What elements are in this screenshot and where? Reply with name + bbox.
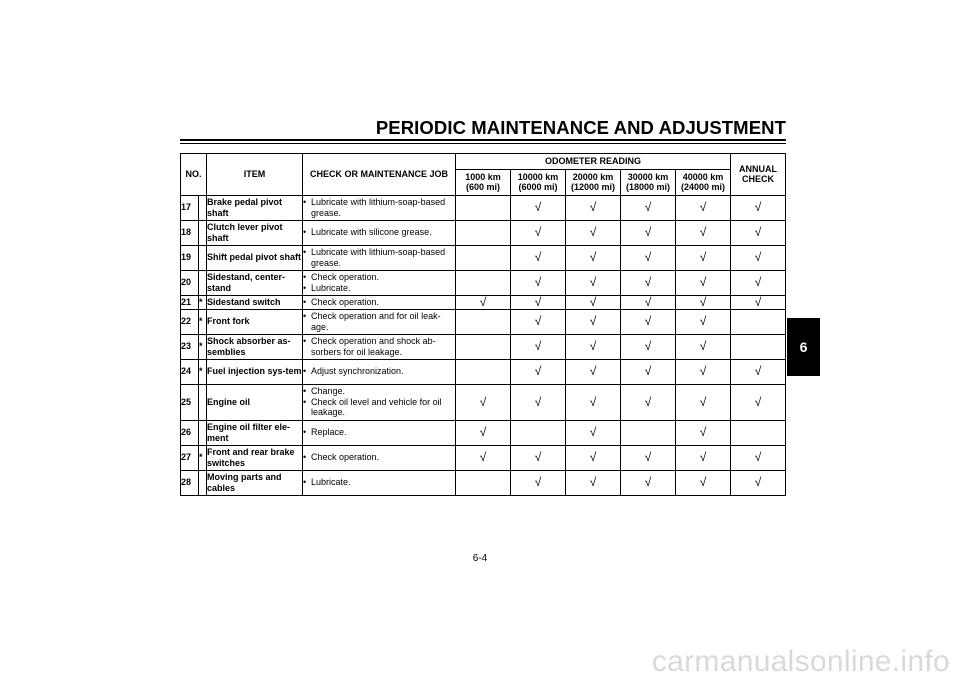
table-body: [181, 195, 786, 495]
check-cell: [731, 334, 786, 359]
watermark: carmanualsonline.info: [651, 645, 950, 678]
check-cell: √: [731, 359, 786, 384]
row-number: 22: [181, 309, 199, 334]
row-number: 25: [181, 384, 199, 420]
row-job: [303, 334, 456, 359]
header-interval-4: [676, 169, 731, 195]
interval-mi: (12000 mi): [571, 182, 616, 192]
check-cell: √: [731, 195, 786, 220]
check-cell: [621, 420, 676, 445]
interval-mi: (600 mi): [466, 182, 501, 192]
check-cell: √: [511, 445, 566, 470]
row-asterisk: *: [199, 359, 207, 384]
job-bullet-item: • Check operation.: [303, 297, 455, 308]
row-item: Sidestand, center-stand: [207, 270, 303, 295]
header-job: CHECK OR MAINTENANCE JOB: [303, 154, 456, 196]
check-cell: √: [676, 295, 731, 309]
table-row: [181, 295, 786, 309]
header-item: ITEM: [207, 154, 303, 196]
header-interval-1: [511, 169, 566, 195]
row-number: 20: [181, 270, 199, 295]
check-cell: √: [566, 270, 621, 295]
row-asterisk: *: [199, 309, 207, 334]
row-number: 17: [181, 195, 199, 220]
row-item: Engine oil filter ele-ment: [207, 420, 303, 445]
check-cell: √: [511, 295, 566, 309]
check-cell: √: [566, 309, 621, 334]
check-cell: [456, 195, 511, 220]
row-item: Engine oil: [207, 384, 303, 420]
row-number: 28: [181, 470, 199, 495]
maintenance-table: [180, 153, 786, 496]
title-rule-thin: [180, 143, 786, 144]
check-cell: √: [566, 245, 621, 270]
table-row: [181, 195, 786, 220]
check-cell: √: [511, 309, 566, 334]
check-cell: √: [511, 334, 566, 359]
check-cell: √: [566, 420, 621, 445]
check-cell: √: [621, 245, 676, 270]
check-cell: √: [676, 359, 731, 384]
check-cell: √: [511, 359, 566, 384]
interval-km: 40000 km: [682, 171, 724, 182]
check-cell: [731, 420, 786, 445]
check-cell: √: [676, 220, 731, 245]
table-row: [181, 309, 786, 334]
header-interval-2: [566, 169, 621, 195]
check-cell: √: [621, 309, 676, 334]
row-job: [303, 309, 456, 334]
check-cell: √: [511, 245, 566, 270]
row-job: [303, 445, 456, 470]
row-job: [303, 420, 456, 445]
check-cell: [456, 270, 511, 295]
header-row-1: [181, 154, 786, 170]
header-no: NO.: [181, 154, 207, 196]
check-cell: √: [676, 470, 731, 495]
row-number: 18: [181, 220, 199, 245]
row-item: Front and rear brake switches: [207, 445, 303, 470]
row-item: Brake pedal pivot shaft: [207, 195, 303, 220]
page-title: PERIODIC MAINTENANCE AND ADJUSTMENT: [375, 117, 786, 138]
check-cell: √: [511, 270, 566, 295]
check-cell: √: [456, 384, 511, 420]
check-cell: √: [511, 195, 566, 220]
check-cell: √: [731, 470, 786, 495]
check-cell: √: [566, 334, 621, 359]
check-cell: √: [621, 384, 676, 420]
check-cell: √: [456, 445, 511, 470]
job-bullet-item: • Lubricate with lithium-soap-based grease.: [303, 197, 455, 218]
header-odometer: ODOMETER READING: [456, 154, 731, 170]
check-cell: √: [676, 445, 731, 470]
table-row: [181, 270, 786, 295]
interval-km: 30000 km: [627, 171, 669, 182]
row-number: 23: [181, 334, 199, 359]
row-asterisk: [199, 420, 207, 445]
check-cell: √: [566, 384, 621, 420]
check-cell: [456, 359, 511, 384]
row-job: [303, 384, 456, 420]
job-bullet-item: • Change.: [303, 386, 455, 397]
check-cell: √: [621, 295, 676, 309]
table-row: [181, 220, 786, 245]
row-item: Moving parts and cables: [207, 470, 303, 495]
row-job: [303, 220, 456, 245]
check-cell: [456, 245, 511, 270]
check-cell: √: [566, 445, 621, 470]
row-number: 27: [181, 445, 199, 470]
interval-mi: (18000 mi): [626, 182, 671, 192]
row-number: 19: [181, 245, 199, 270]
check-cell: √: [676, 384, 731, 420]
check-cell: √: [621, 270, 676, 295]
row-asterisk: [199, 384, 207, 420]
row-job: [303, 195, 456, 220]
check-cell: √: [566, 195, 621, 220]
check-cell: √: [511, 384, 566, 420]
check-cell: √: [676, 195, 731, 220]
check-cell: √: [566, 470, 621, 495]
job-bullet-item: • Check operation.: [303, 272, 455, 283]
row-asterisk: [199, 220, 207, 245]
row-number: 26: [181, 420, 199, 445]
interval-km: 1000 km: [465, 171, 501, 182]
check-cell: √: [621, 220, 676, 245]
check-cell: √: [511, 470, 566, 495]
job-bullet-item: • Lubricate with lithium-soap-based grease.: [303, 247, 455, 268]
job-bullet-item: • Adjust synchronization.: [303, 366, 455, 377]
title-rule-thick: [180, 139, 786, 141]
check-cell: [456, 470, 511, 495]
check-cell: √: [621, 334, 676, 359]
check-cell: √: [511, 220, 566, 245]
table-row: [181, 245, 786, 270]
check-cell: √: [621, 359, 676, 384]
row-job: [303, 359, 456, 384]
table-row: [181, 445, 786, 470]
job-bullet-item: • Check operation.: [303, 452, 455, 463]
table-row: [181, 384, 786, 420]
interval-km: 10000 km: [517, 171, 559, 182]
job-bullet-item: • Lubricate.: [303, 477, 455, 488]
check-cell: √: [621, 470, 676, 495]
check-cell: √: [731, 384, 786, 420]
row-item: Shock absorber as-semblies: [207, 334, 303, 359]
row-asterisk: [199, 195, 207, 220]
check-cell: [456, 334, 511, 359]
check-cell: √: [676, 309, 731, 334]
check-cell: √: [456, 295, 511, 309]
header-interval-0: [456, 169, 511, 195]
row-asterisk: *: [199, 334, 207, 359]
check-cell: √: [731, 270, 786, 295]
job-bullet-item: • Lubricate with silicone grease.: [303, 227, 455, 238]
interval-mi: (6000 mi): [518, 182, 558, 192]
row-item: Front fork: [207, 309, 303, 334]
check-cell: √: [621, 195, 676, 220]
row-asterisk: [199, 245, 207, 270]
interval-mi: (24000 mi): [681, 182, 726, 192]
job-bullet-item: • Check oil level and vehicle for oil leakage.: [303, 397, 455, 418]
check-cell: √: [456, 420, 511, 445]
table-row: [181, 359, 786, 384]
check-cell: √: [621, 445, 676, 470]
row-asterisk: *: [199, 295, 207, 309]
check-cell: √: [566, 220, 621, 245]
check-cell: √: [676, 245, 731, 270]
check-cell: [456, 309, 511, 334]
check-cell: √: [731, 245, 786, 270]
check-cell: [511, 420, 566, 445]
row-job: [303, 295, 456, 309]
page-number: 6-4: [472, 553, 488, 564]
row-item: Fuel injection sys-tem: [207, 359, 303, 384]
job-bullet-item: • Check operation and for oil leak-age.: [303, 311, 455, 332]
row-asterisk: [199, 270, 207, 295]
row-item: Sidestand switch: [207, 295, 303, 309]
section-tab: 6: [787, 318, 820, 376]
job-bullet-item: • Check operation and shock ab-sorbers for oil leakage.: [303, 336, 455, 357]
row-number: 24: [181, 359, 199, 384]
row-number: 21: [181, 295, 199, 309]
check-cell: [731, 309, 786, 334]
row-item: Shift pedal pivot shaft: [207, 245, 303, 270]
table-row: [181, 470, 786, 495]
row-asterisk: [199, 470, 207, 495]
job-bullet-item: • Lubricate.: [303, 283, 455, 294]
row-job: [303, 470, 456, 495]
header-annual: ANNUAL CHECK: [731, 154, 786, 196]
check-cell: √: [676, 420, 731, 445]
interval-km: 20000 km: [572, 171, 614, 182]
job-bullet-item: • Replace.: [303, 427, 455, 438]
header-interval-3: [621, 169, 676, 195]
row-job: [303, 270, 456, 295]
check-cell: √: [676, 270, 731, 295]
check-cell: √: [676, 334, 731, 359]
row-asterisk: *: [199, 445, 207, 470]
check-cell: √: [731, 295, 786, 309]
table-row: [181, 334, 786, 359]
row-job: [303, 245, 456, 270]
check-cell: [456, 220, 511, 245]
check-cell: √: [731, 445, 786, 470]
row-item: Clutch lever pivot shaft: [207, 220, 303, 245]
check-cell: √: [566, 295, 621, 309]
check-cell: √: [566, 359, 621, 384]
table-row: [181, 420, 786, 445]
check-cell: √: [731, 220, 786, 245]
